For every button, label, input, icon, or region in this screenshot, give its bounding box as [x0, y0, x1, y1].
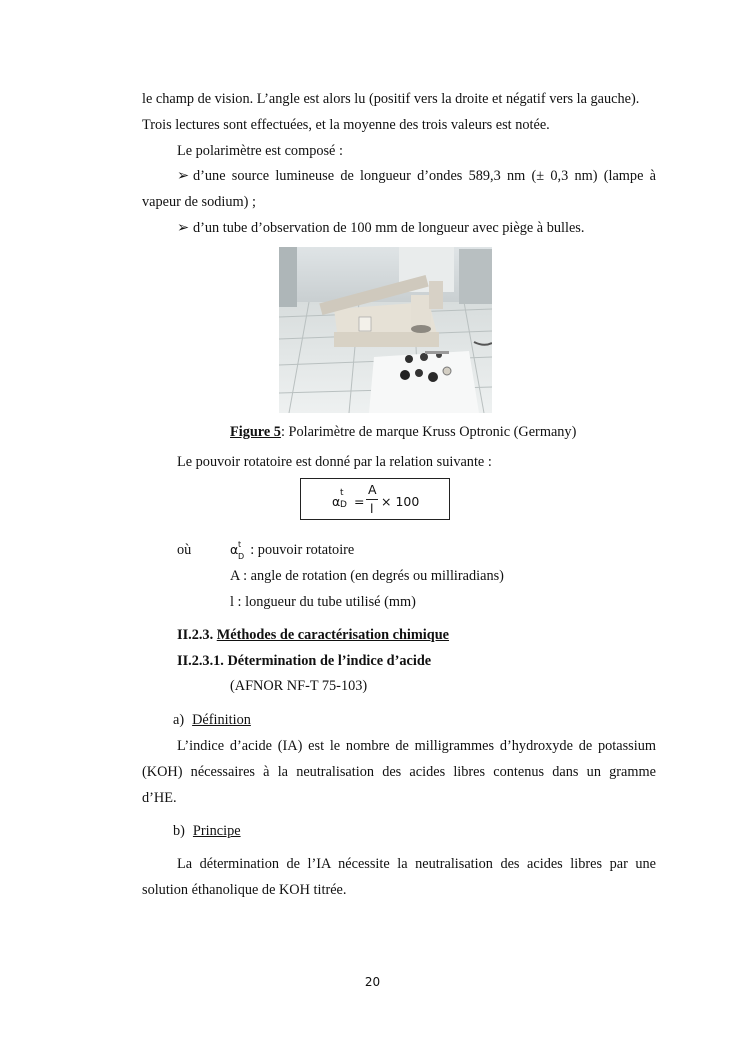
figure-label: Figure 5	[230, 424, 281, 440]
page-number: 20	[364, 975, 381, 989]
figure-caption	[230, 423, 650, 441]
bullet-text: d’une source lumineuse de longueur d’ondes 589,3 nm (± 0,3 nm) (lampe à	[192, 168, 656, 184]
formula-box	[300, 478, 450, 520]
list-marker: b)	[173, 823, 185, 839]
subheading-title: Principe	[192, 823, 241, 839]
section-heading-2-3-1: II.2.3.1. Détermination de l’indice d’acide	[177, 653, 432, 669]
section-number: II.2.3.	[177, 627, 214, 643]
paragraph-line: L’indice d’acide (IA) est le nombre de milligrammes d’hydroxyde de potassium	[177, 738, 656, 754]
fraction-numerator: A	[368, 482, 377, 497]
arrow-bullet-icon: ➢	[177, 220, 189, 236]
paragraph-line: le champ de vision. L’angle est alors lu (positif vers la droite et négatif vers la gauche).	[142, 91, 640, 107]
afnor-reference: (AFNOR NF-T 75-103)	[230, 678, 368, 694]
subheading-definition	[173, 711, 473, 729]
fraction-denominator: l	[370, 501, 374, 516]
l-definition: l : longueur du tube utilisé (mm)	[230, 594, 416, 610]
bullet-item-tube	[177, 219, 656, 237]
fraction-bar	[366, 499, 378, 500]
ou-label: où	[177, 542, 192, 558]
figure-caption-text: : Polarimètre de marque Kruss Optronic (Germany)	[280, 424, 577, 440]
bullet-text: d’un tube d’observation de 100 mm de longueur avec piège à bulles.	[192, 220, 585, 236]
paragraph-line: (KOH) nécessaires à la neutralisation des acides libres contenus dans un gramme	[142, 764, 656, 780]
wavelength-subscript: D	[340, 500, 347, 510]
polarimeter-photo	[279, 247, 492, 413]
alpha-symbol: α	[332, 494, 341, 509]
bullet-item-light-source	[177, 167, 656, 185]
paragraph-line: solution éthanolique de KOH titrée.	[142, 882, 347, 898]
bullet-continuation: vapeur de sodium) ;	[142, 194, 256, 210]
subheading-title: Définition	[192, 712, 251, 728]
subheading-principle	[173, 822, 473, 840]
paragraph-line: Trois lectures sont effectuées, et la moyenne des trois valeurs est notée.	[142, 117, 550, 133]
alpha-description: : pouvoir rotatoire	[250, 542, 355, 558]
equals-sign: =	[354, 494, 365, 509]
alpha-definition	[230, 541, 530, 559]
arrow-bullet-icon: ➢	[177, 168, 189, 184]
section-heading-2-3	[177, 626, 656, 644]
temperature-superscript: t	[340, 488, 344, 498]
multiplier: × 100	[381, 494, 420, 509]
section-title: Méthodes de caractérisation chimique	[216, 627, 450, 643]
list-marker: a)	[173, 712, 185, 728]
alpha-symbol: α t D	[230, 540, 245, 561]
paragraph-line: d’HE.	[142, 790, 177, 806]
formula-intro: Le pouvoir rotatoire est donné par la relation suivante :	[177, 454, 492, 470]
paragraph-line: La détermination de l’IA nécessite la neutralisation des acides libres par une	[177, 856, 656, 872]
polarimeter-intro: Le polarimètre est composé :	[177, 143, 343, 159]
a-definition: A : angle de rotation (en degrés ou milliradians)	[230, 568, 504, 584]
